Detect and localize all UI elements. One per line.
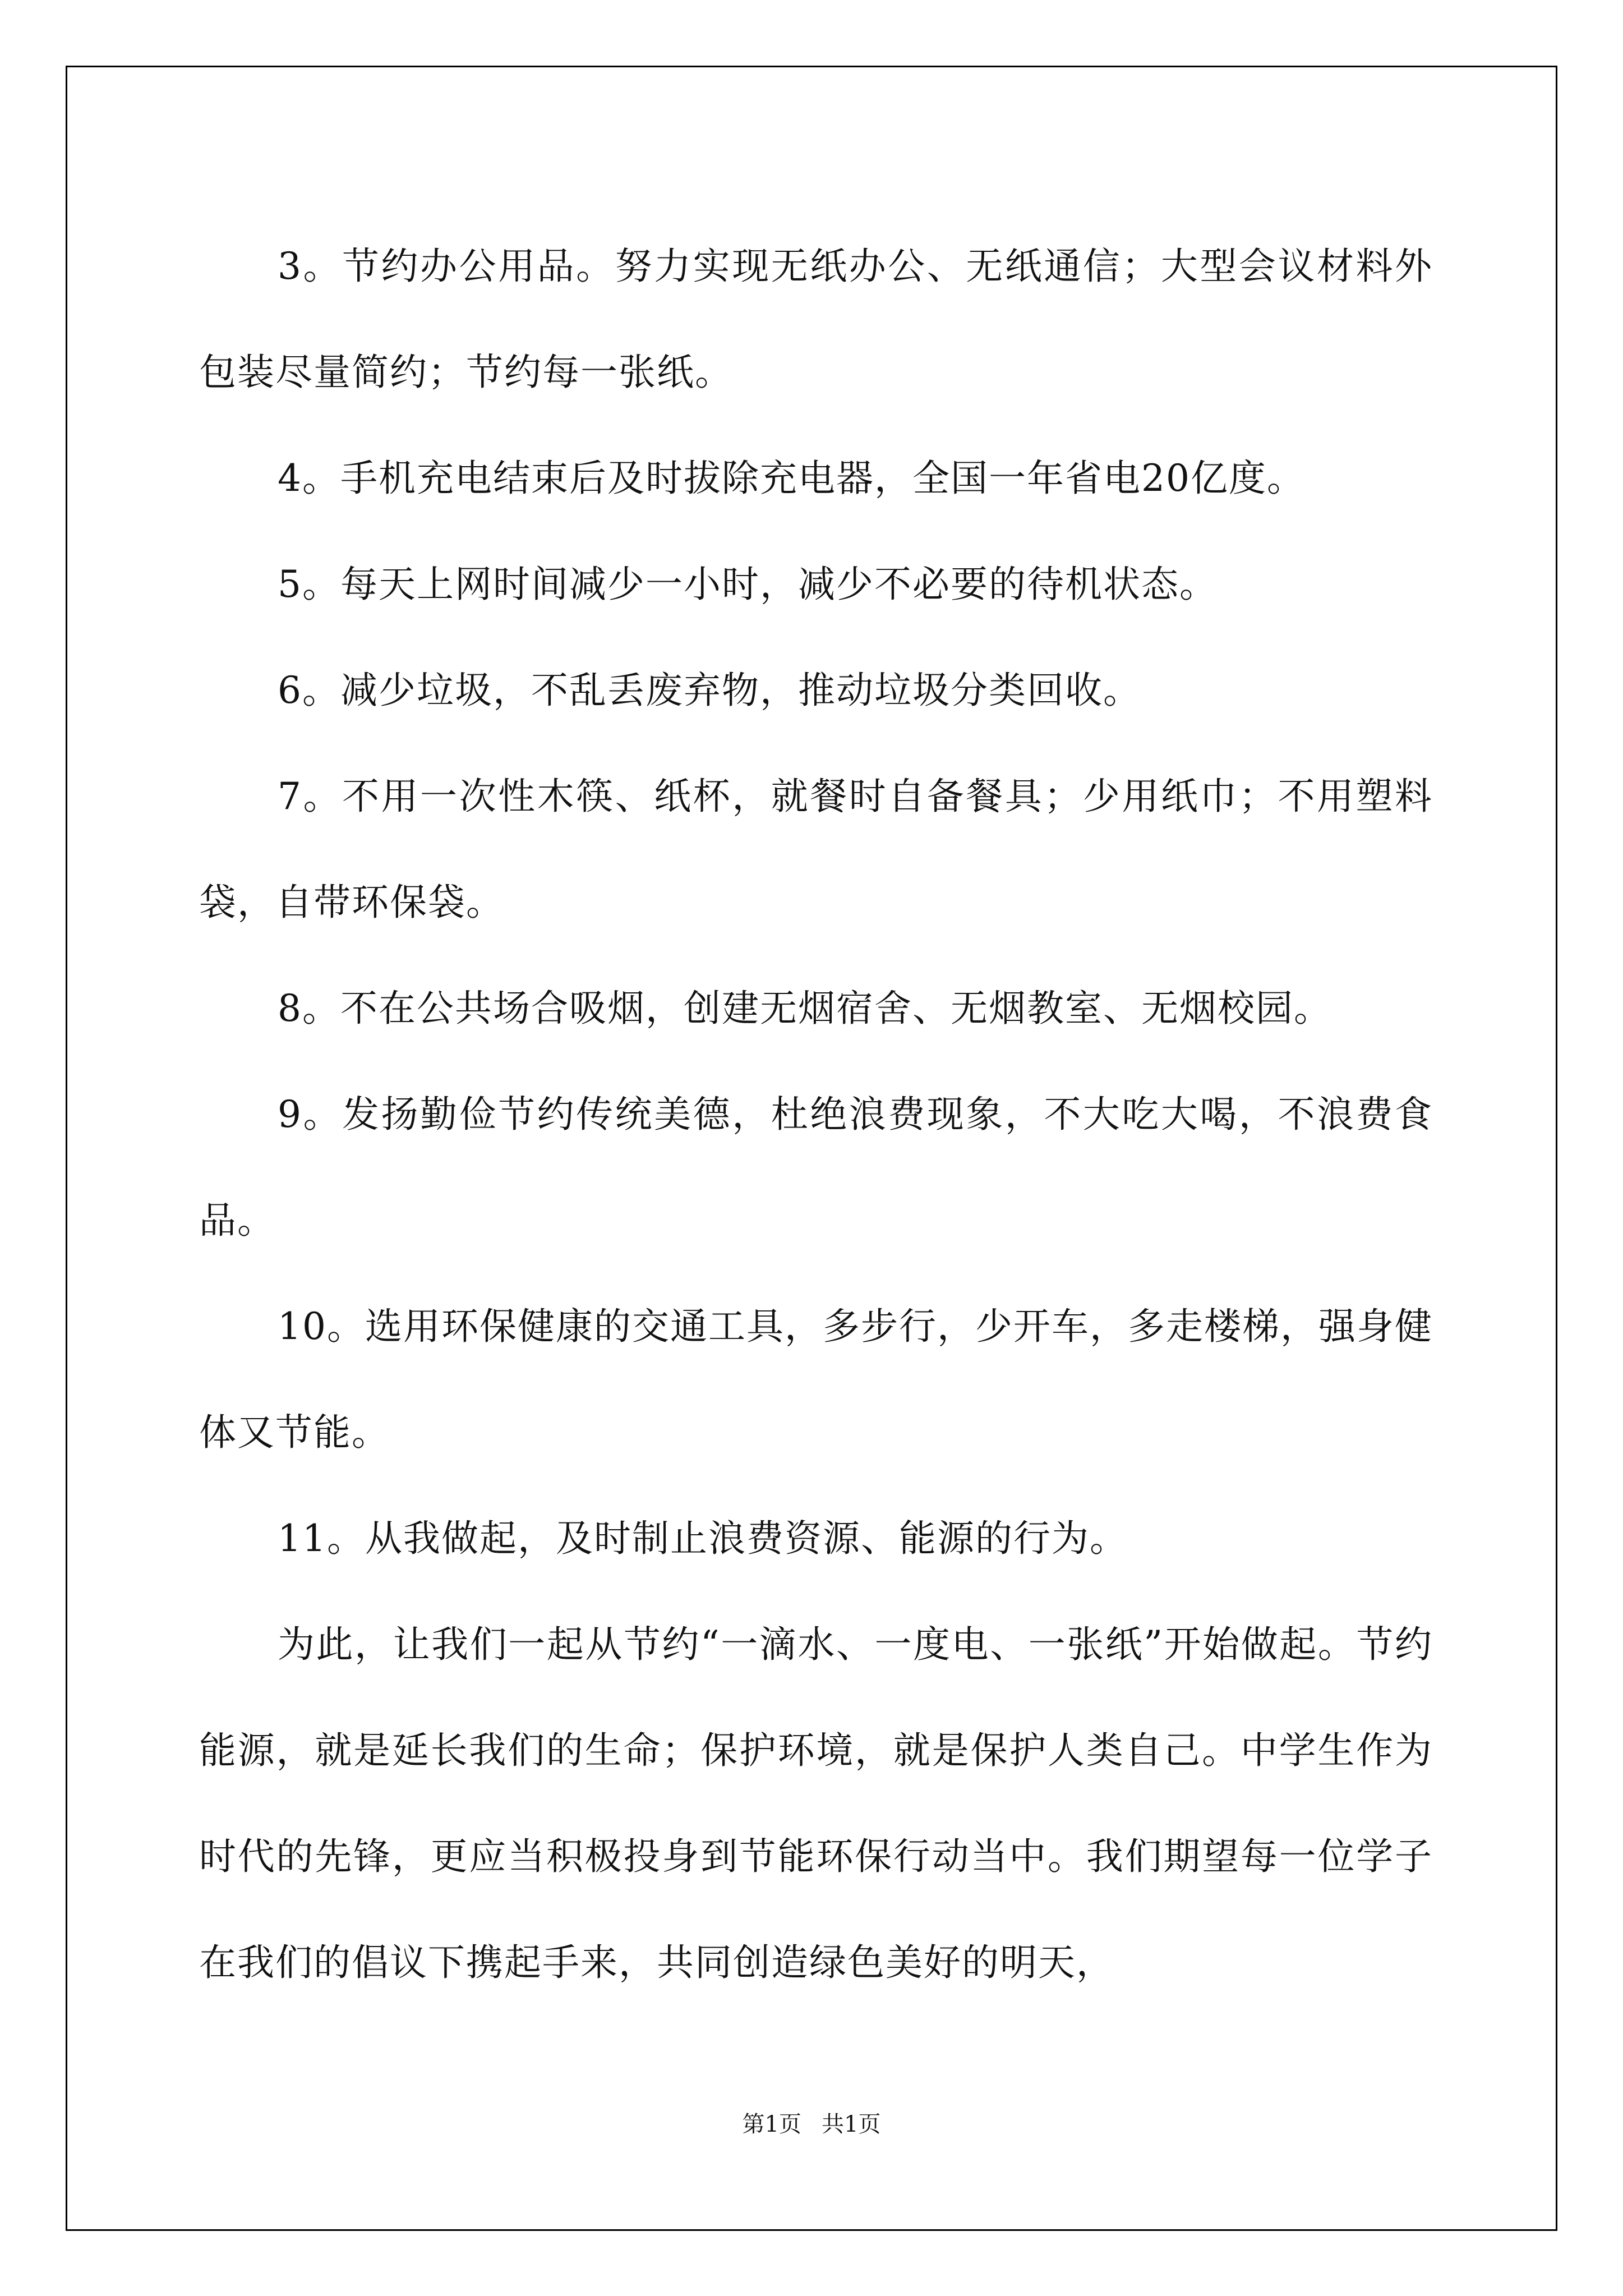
paragraph-item-10: 10。选用环保健康的交通工具，多步行，少开车，多走楼梯，强身健体又节能。 [199,1305,1433,1454]
paragraph-item-6: 6。减少垃圾，不乱丢废弃物，推动垃圾分类回收。 [278,669,1141,712]
paragraph-item-11: 11。从我做起，及时制止浪费资源、能源的行为。 [278,1517,1128,1560]
paragraph-item-3: 3。节约办公用品。努力实现无纸办公、无纸通信；大型会议材料外包装尽量简约；节约每一张纸。 [199,245,1433,394]
paragraph-item-7: 7。不用一次性木筷、纸杯，就餐时自备餐具；少用纸巾；不用塑料袋，自带环保袋。 [199,775,1433,924]
page-number-current: 第1页 [742,2111,801,2137]
paragraph-item-8: 8。不在公共场合吸烟，创建无烟宿舍、无烟教室、无烟校园。 [278,987,1332,1030]
paragraph-conclusion: 为此，让我们一起从节约“一滴水、一度电、一张纸”开始做起。节约能源，就是延长我们的生命；保护环境，就是保护人类自己。中学生作为时代的先锋，更应当积极投身到节能环保行动当中。我们期望每一位学子在我们的倡议下携起手来，共同创造绿色美好的明天， [199,1623,1433,1984]
page-footer [0,2106,1623,2138]
document-body [199,213,1433,2016]
paragraph-item-5: 5。每天上网时间减少一小时，减少不必要的待机状态。 [278,563,1218,606]
paragraph-item-4: 4。手机充电结束后及时拔除充电器，全国一年省电20亿度。 [278,457,1305,500]
page-number-total: 共1页 [822,2111,881,2137]
paragraph-item-9: 9。发扬勤俭节约传统美德，杜绝浪费现象，不大吃大喝，不浪费食品。 [199,1093,1433,1242]
